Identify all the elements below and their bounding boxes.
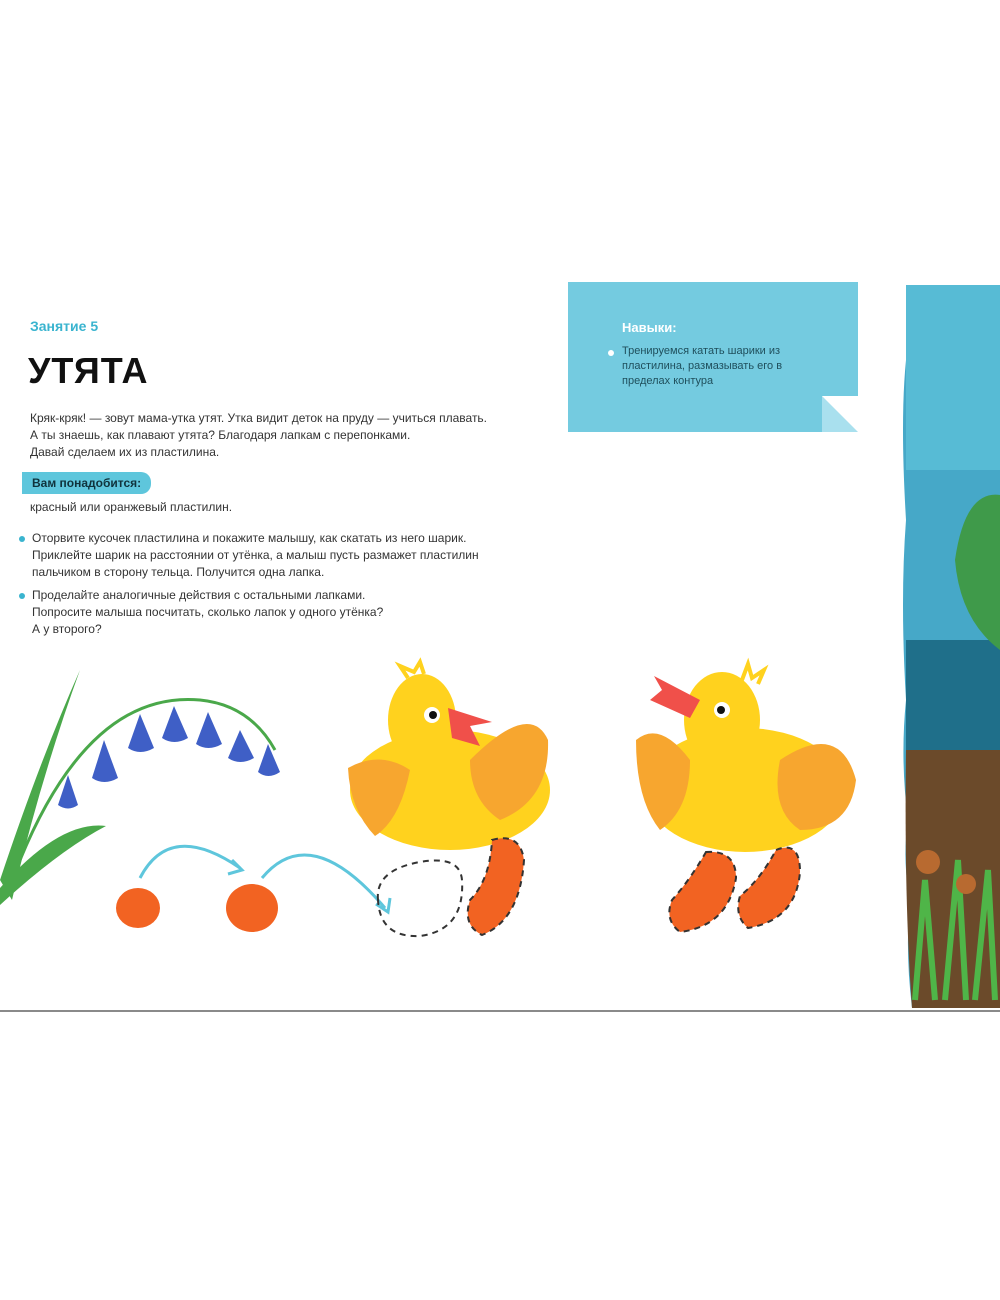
plasticine-ball [226,884,278,932]
duck-foot [468,838,524,935]
plasticine-ball [116,888,160,928]
plasticine-step-diagram [116,846,462,936]
step-line: Попросите малыша посчитать, сколько лапок у одного утёнка? [32,605,384,619]
step-line: А у второго? [32,622,102,636]
materials-label: Вам понадобится: [22,472,151,494]
skills-title: Навыки: [622,320,677,335]
skills-text: Тренируемся катать шарики из пластилина, размазывать его в пределах контура [622,345,783,387]
lesson-label: Занятие 5 [30,318,99,334]
arrow-icon [140,846,240,878]
intro-line: Давай сделаем их из пластилина. [30,445,220,459]
duck-foot [669,852,736,932]
step-line: Проделайте аналогичные действия с остальными лапками. [32,588,366,602]
step-line: Оторвите кусочек пластилина и покажите малышу, как скатать из него шарик. [32,531,467,545]
step-line: Приклейте шарик на расстоянии от утёнка, а малыш пусть размажет пластилин [32,548,479,562]
duck-foot [738,848,800,928]
arrow-icon [262,855,385,908]
step-line: пальчиком в сторону тельца. Получится одна лапка. [32,565,325,579]
materials-text: красный или оранжевый пластилин. [30,500,233,514]
intro-line: А ты знаешь, как плавают утята? Благодаря лапкам с перепонками. [30,428,411,442]
page-title: УТЯТА [28,350,149,391]
intro-line: Кряк-кряк! — зовут мама-утка утят. Утка видит деток на пруду — учиться плавать. [30,411,488,425]
pond-illustration [903,285,1000,1008]
duckling-illustration [636,664,856,932]
